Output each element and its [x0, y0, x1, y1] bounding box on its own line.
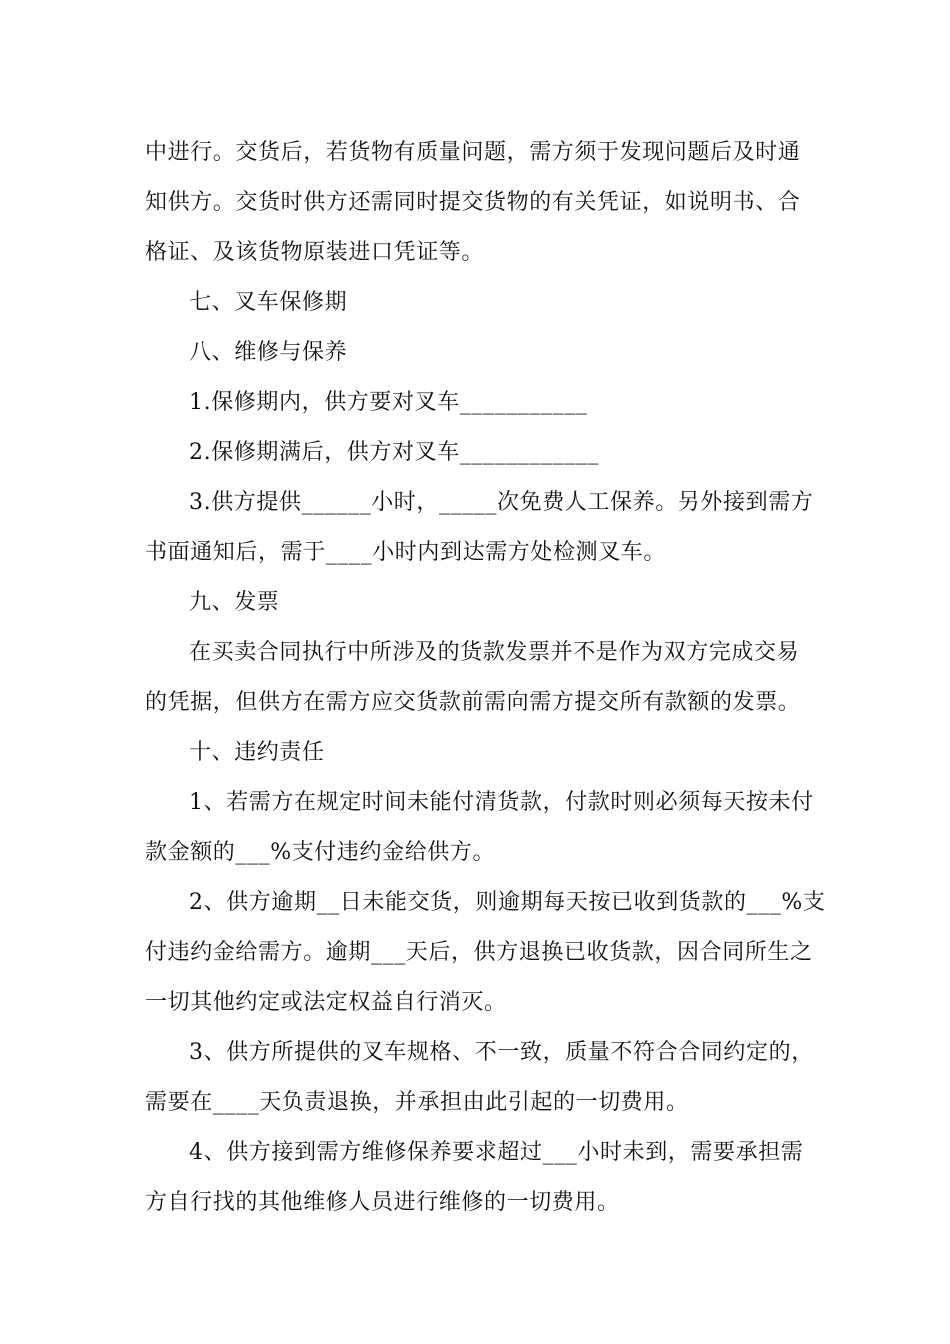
clause-line: 一切其他约定或法定权益自行消灭。 [145, 990, 507, 1015]
paragraph-line: 的凭据，但供方在需方应交货款前需向需方提交所有款额的发票。 [145, 690, 801, 715]
clause-line: 3、供方所提供的叉车规格、不一致，质量不符合合同约定的， [189, 1040, 814, 1065]
clause-line: 书面通知后，需于____小时内到达需方处检测叉车。 [145, 540, 667, 565]
clause-line: 1、若需方在规定时间未能付清货款，付款时则必须每天按未付 [189, 790, 814, 815]
clause-line: 3.供方提供______小时，_____次免费人工保养。另外接到需方 [189, 490, 814, 515]
document-body [145, 128, 826, 1228]
clause-line: 款金额的___%支付违约金给供方。 [145, 840, 496, 865]
section-heading-invoice: 九、发票 [189, 590, 280, 615]
paragraph-line: 在买卖合同执行中所涉及的货款发票并不是作为双方完成交易 [189, 640, 800, 665]
clause-line: 2.保修期满后，供方对叉车____________ [189, 440, 599, 465]
section-heading-warranty: 七、叉车保修期 [189, 290, 348, 315]
paragraph-line: 知供方。交货时供方还需同时提交货物的有关凭证，如说明书、合 [145, 190, 801, 215]
section-heading-liability: 十、违约责任 [189, 740, 325, 765]
section-heading-maintenance: 八、维修与保养 [189, 340, 348, 365]
clause-line: 4、供方接到需方维修保养要求超过___小时未到，需要承担需 [189, 1140, 804, 1165]
paragraph-line: 中进行。交货后，若货物有质量问题，需方须于发现问题后及时通 [145, 140, 801, 165]
clause-line: 方自行找的其他维修人员进行维修的一切费用。 [145, 1190, 620, 1215]
clause-line: 1.保修期内，供方要对叉车___________ [189, 390, 588, 415]
clause-line: 2、供方逾期__日未能交货，则逾期每天按已收到货款的___%支 [189, 890, 826, 915]
paragraph-line: 格证、及该货物原装进口凭证等。 [145, 240, 485, 265]
clause-line: 付违约金给需方。逾期___天后，供方退换已收货款，因合同所生之 [145, 940, 813, 965]
clause-line: 需要在____天负责退换，并承担由此引起的一切费用。 [145, 1090, 689, 1115]
